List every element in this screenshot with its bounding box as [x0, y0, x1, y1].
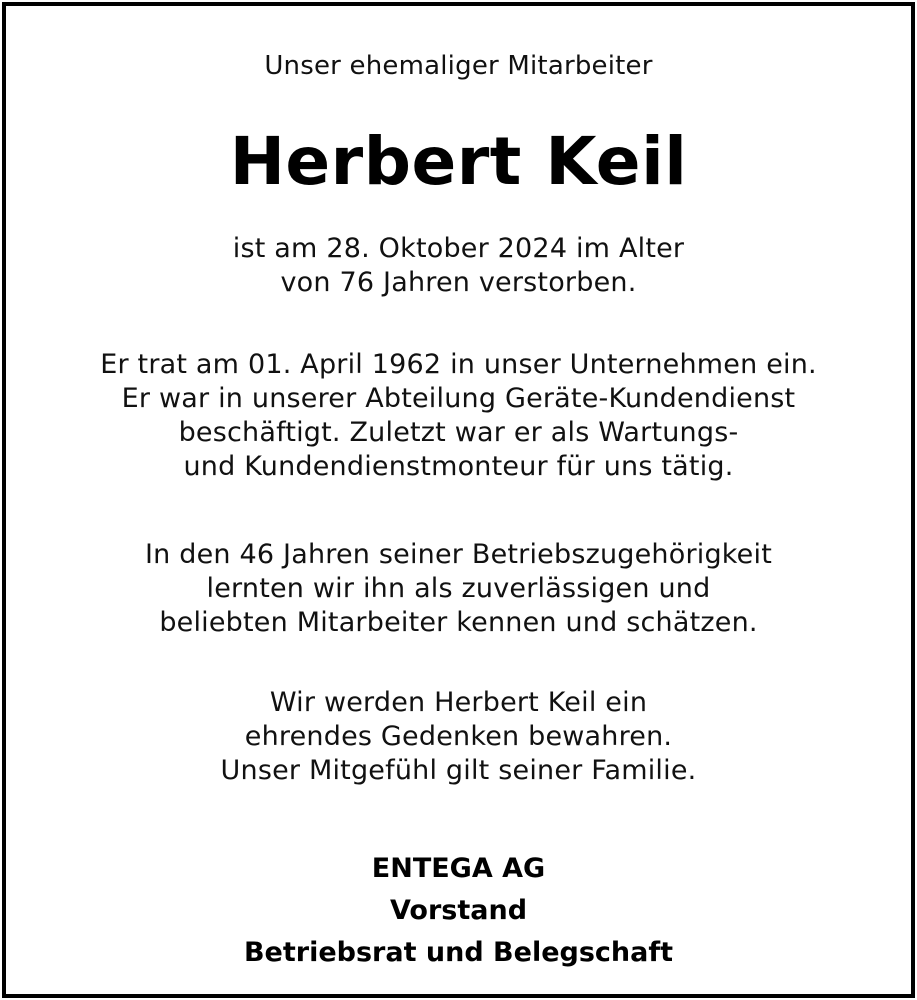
tribute-line: beliebten Mitarbeiter kennen und schätzen.: [159, 607, 758, 638]
signature-staff: Betriebsrat und Belegschaft: [243, 937, 674, 968]
memory-line: Wir werden Herbert Keil ein: [269, 687, 648, 718]
career-paragraph: [6, 348, 911, 484]
memory-line: Unser Mitgefühl gilt seiner Familie.: [220, 755, 697, 786]
death-paragraph: [6, 232, 911, 300]
memory-line: ehrendes Gedenken bewahren.: [244, 721, 673, 752]
tribute-line: lernten wir ihn als zuverlässigen und: [206, 573, 711, 604]
career-line: Er war in unserer Abteilung Geräte-Kundendienst: [121, 383, 796, 414]
memory-paragraph: [6, 686, 911, 788]
career-line: Er trat am 01. April 1962 in unser Unternehmen ein.: [100, 349, 817, 380]
death-line: von 76 Jahren verstorben.: [280, 267, 637, 298]
career-line: und Kundendienstmonteur für uns tätig.: [183, 451, 734, 482]
signature-block: [6, 848, 911, 974]
career-line: beschäftigt. Zuletzt war er als Wartungs-: [178, 417, 739, 448]
death-line: ist am 28. Oktober 2024 im Alter: [232, 233, 685, 264]
signature-board: Vorstand: [389, 895, 528, 926]
signature-company: ENTEGA AG: [371, 853, 546, 884]
deceased-name: Herbert Keil: [229, 123, 688, 200]
obituary-frame: [2, 2, 915, 998]
intro-line: Unser ehemaliger Mitarbeiter: [264, 51, 653, 81]
tribute-line: In den 46 Jahren seiner Betriebszugehörigkeit: [145, 539, 772, 570]
tribute-paragraph: [6, 538, 911, 640]
